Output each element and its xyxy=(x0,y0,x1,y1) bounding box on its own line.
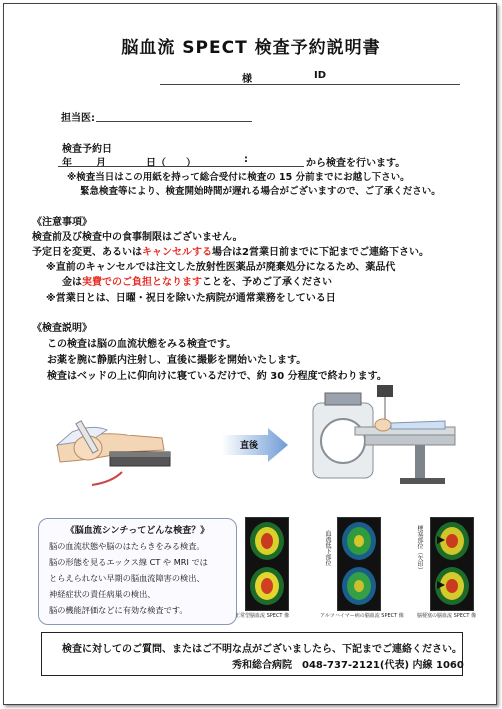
info-line: 脳の形態を見るエックス線 CT や MRI では xyxy=(49,557,208,567)
appointment-colon: : xyxy=(244,154,248,165)
patient-id-label: ID xyxy=(314,70,327,81)
scan-caption-infarction: 脳梗塞の脳血流 SPECT 像 xyxy=(417,613,477,619)
doctor-label: 担当医: xyxy=(61,113,95,124)
infarction-spect-image xyxy=(430,517,474,611)
arrow-label: 直後 xyxy=(240,441,259,451)
normal-spect-image xyxy=(245,517,289,611)
caution-line-5: ※営業日とは、日曜・祝日を除いた病院が通常業務をしている日 xyxy=(46,293,336,304)
appointment-underline xyxy=(58,166,304,167)
scan-caption-normal: 正常型脳血流 SPECT 像 xyxy=(235,613,290,619)
appointment-label: 検査予約日 xyxy=(62,144,112,155)
injection-illustration xyxy=(52,400,202,490)
explanation-heading: 《検査説明》 xyxy=(32,323,92,334)
info-line: とらえられない早期の脳血流障害の検出、 xyxy=(49,573,205,583)
info-line: 神経症状の責任病巣の検出、 xyxy=(49,589,156,599)
caution-line-4: 金は実費でのご負担となりますことを、予めご了承ください xyxy=(62,277,332,288)
appointment-note-1: ※検査当日はこの用紙を持って総合受付に検査の 15 分前までにお越し下さい。 xyxy=(67,172,410,183)
appointment-day: 日（ ） xyxy=(146,158,196,169)
spect-machine-illustration xyxy=(305,383,465,498)
caution-line-3: ※直前のキャンセルでは注文した放射性医薬品が廃棄処分になるため、薬品代 xyxy=(46,262,396,273)
contact-line-2: 秀和総合病院 048-737-2121(代表) 内線 1060 xyxy=(232,660,464,671)
scan-caption-alzheimer: アルツハイマー病の脳血流 SPECT 像 xyxy=(320,613,404,619)
alzheimer-spect-image xyxy=(337,517,381,611)
appointment-month: 月 xyxy=(96,158,106,169)
info-line: 脳の血流状態や脳のはたらきをみる検査。 xyxy=(49,541,205,551)
caution-line-1: 検査前及び検査中の食事制限はございません。 xyxy=(32,232,243,243)
caution-heading: 《注意事項》 xyxy=(32,217,92,228)
info-box-title: 《脳血流シンチってどんな検査？》 xyxy=(65,526,210,536)
patient-underline xyxy=(160,84,460,85)
patient-sama: 様 xyxy=(242,74,252,85)
explanation-line-1: この検査は脳の血流状態をみる検査です。 xyxy=(47,339,237,350)
scan-side-label-infarction: 梗塞部位（矢印） xyxy=(416,525,423,573)
info-box xyxy=(38,518,237,625)
scan-side-label-alzheimer: 血流低下部位 xyxy=(324,530,331,566)
caution-line-2: 予定日を変更、あるいはキャンセルする場合は2営業日前までに下記までご連絡下さい。 xyxy=(32,247,429,258)
page-title: 脳血流 SPECT 検査予約説明書 xyxy=(121,38,381,58)
contact-line-1: 検査に対してのご質問、またはご不明な点がございましたら、下記までご連絡ください。 xyxy=(62,644,462,655)
explanation-line-2: お薬を腕に静脈内注射し、直後に撮影を開始いたします。 xyxy=(47,355,307,366)
info-line: 脳の機能評価などに有効な検査です。 xyxy=(49,605,188,615)
explanation-line-3: 検査はベッドの上に仰向けに寝ているだけで、約 30 分程度で終わります。 xyxy=(47,371,387,382)
appointment-note-2: 緊急検査等により、検査開始時間が遅れる場合がございますので、ご了承ください。 xyxy=(80,186,441,197)
appointment-year: 年 xyxy=(62,158,72,169)
doctor-underline xyxy=(96,121,252,122)
appointment-start-text: から検査を行います。 xyxy=(306,158,406,169)
